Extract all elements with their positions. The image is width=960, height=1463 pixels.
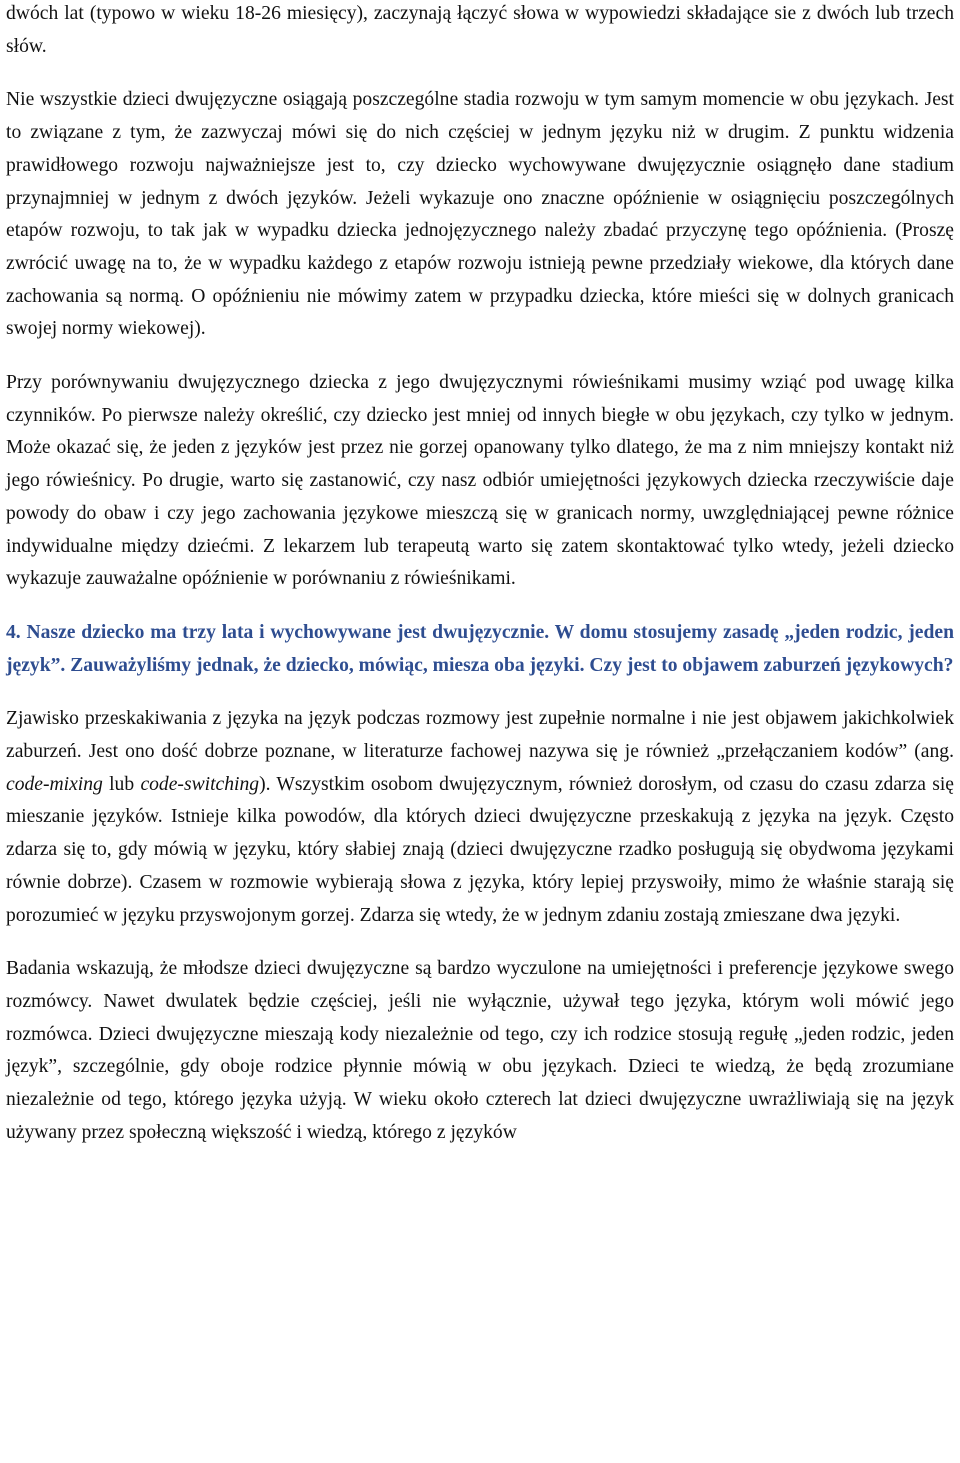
paragraph-spacer xyxy=(6,682,954,703)
answer-text-part: Zjawisko przeskakiwania z języka na język podczas rozmowy jest zupełnie normalne i nie jest objawem jakichkolwiek zaburzeń. Jest ono dość dobrze poznane, w literaturze fachowej nazywa się je również „przełączaniem kodów” (ang. xyxy=(6,708,954,763)
paragraph-stages-development: Nie wszystkie dzieci dwujęzyczne osiągają poszczególne stadia rozwoju w tym samym momencie w obu językach. Jest to związane z tym, że zazwyczaj mówi się do nich częściej w jednym języku niż w drugim. Z punktu widzenia prawidłowego rozwoju najważniejsze jest to, czy dziecko wychowywane dwujęzycznie osiągnęło dane stadium przynajmniej w jednym z dwóch języków. Jeżeli wykazuje ono znaczne opóźnienie w osiągnięciu poszczególnych etapów rozwoju, to tak jak w wypadku dziecka jednojęzycznego należy zbadać przyczynę tego opóźnienia. (Proszę zwrócić uwagę na to, że w wypadku każdego z etapów rozwoju istnieją pewne przedziały wiekowe, dla których dane zachowania są normą. O opóźnieniu nie mówimy zatem w przypadku dziecka, które mieści się w dolnych granicach swojej normy wiekowej). xyxy=(6,89,954,340)
paragraph-spacer xyxy=(6,346,954,367)
paragraph-spacer xyxy=(6,932,954,953)
answer-text-part: lub xyxy=(102,773,141,795)
italic-term-code-mixing: code-mixing xyxy=(6,773,103,795)
question-heading: 4. Nasze dziecko ma trzy lata i wychowywane jest dwujęzycznie. W domu stosujemy zasadę „jeden rodzic, jeden język”. Zauważyliśmy jednak, że dziecko, mówiąc, miesza oba języki. Czy jest to objawem zaburzeń językowych? xyxy=(6,621,954,676)
paragraph-research: Badania wskazują, że młodsze dzieci dwujęzyczne są bardzo wyczulone na umiejętności i preferencje językowe swego rozmówcy. Nawet dwulatek będzie częściej, jeśli nie wyłącznie, używał tego języka, którym woli mówić jego rozmówca. Dzieci dwujęzyczne mieszają kody niezależnie od tego, czy ich rodzice stosują regułę „jeden rodzic, jeden język”, szczególnie, gdy oboje rodzice płynnie mówią w obu językach. Dzieci te wiedzą, że będą zrozumiane niezależnie od tego, którego języka użyją. W wieku około czterech lat dzieci dwujęzyczne uwrażliwiają się na język używany przez społeczną większość i wiedzą, którego z języków xyxy=(6,958,954,1143)
paragraph-code-switching xyxy=(6,703,954,932)
answer-text-part: ). Wszystkim osobom dwujęzycznym, również dorosłym, od czasu do czasu zdarza się mieszanie języków. Istnieje kilka powodów, dla których dzieci dwujęzyczne przeskakują z języka na język. Często zdarza się to, gdy mówią w języku, który słabiej znają (dzieci dwujęzyczne rzadko posługują się obydwoma językami równie dobrze). Czasem w rozmowie wybierają słowa z języka, który lepiej przyswoiły, mimo że właśnie starają się porozumieć w języku przyswojonym gorzej. Zdarza się wtedy, że w jednym zdaniu zostają zmieszane dwa języki. xyxy=(6,773,954,926)
paragraph-intro-continuation: dwóch lat (typowo w wieku 18-26 miesięcy), zaczynają łączyć słowa w wypowiedzi składające sie z dwóch lub trzech słów. xyxy=(6,3,954,57)
italic-term-code-switching: code-switching xyxy=(140,773,260,795)
paragraph-spacer xyxy=(6,596,954,617)
paragraph-comparison-peers: Przy porównywaniu dwujęzycznego dziecka z jego dwujęzycznymi rówieśnikami musimy wziąć pod uwagę kilka czynników. Po pierwsze należy określić, czy dziecko jest mniej od innych biegłe w obu językach, czy tylko w jednym. Może okazać się, że jeden z języków jest przez nie gorzej opanowany tylko dlatego, że ma z nim mniejszy kontakt niż jego rówieśnicy. Po drugie, warto się zastanowić, czy nasz odbiór umiejętności językowych dziecka rzeczywiście daje powody do obaw i czy jego zachowania językowe mieszczą się w granicach normy, uwzględniającej pewne różnice indywidualne między dziećmi. Z lekarzem lub terapeutą warto się zatem skontaktować tylko wtedy, jeżeli dziecko wykazuje zauważalne opóźnienie w porównaniu z rówieśnikami. xyxy=(6,372,954,590)
paragraph-spacer xyxy=(6,63,954,84)
